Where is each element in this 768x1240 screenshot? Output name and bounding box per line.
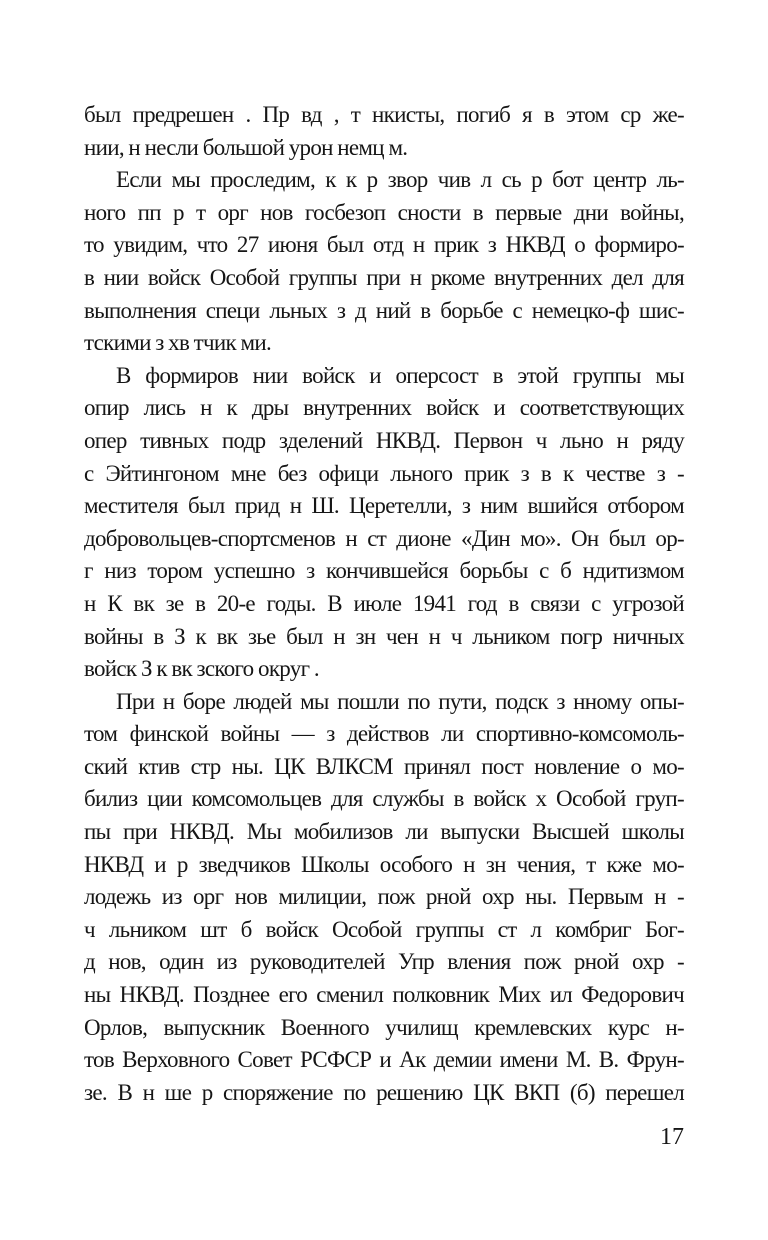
- body-text: [84, 99, 684, 1109]
- text-line: нии, н несли большой урон немц м.: [84, 134, 408, 160]
- text-line: н К вк зе в 20-е годы. В июле 1941 год в связи с угрозой: [84, 590, 684, 616]
- text-line: выполнения специ льных з д ний в борьбе с немецко-ф шис-: [84, 297, 684, 323]
- text-line: д нов, один из руководителей Упр вления пож рной охр -: [84, 949, 684, 975]
- text-line: войны в З к вк зье был н зн чен н ч льником погр ничных: [84, 623, 684, 649]
- text-line: лодежь из орг нов милиции, пож рной охр ны. Первым н -: [84, 884, 684, 910]
- text-line: При н боре людей мы пошли по пути, подск з нному опы-: [116, 688, 684, 714]
- text-line: ч льником шт б войск Особой группы ст л комбриг Бог-: [84, 916, 684, 942]
- text-line: то увидим, что 27 июня был отд н прик з НКВД о формиро-: [84, 232, 684, 258]
- text-line: с Эйтингоном мне без офици льного прик з в к честве з -: [84, 460, 684, 486]
- text-line: Если мы проследим, к к р звор чив л сь р бот центр ль-: [116, 167, 684, 193]
- text-line: билиз ции комсомольцев для службы в войск х Особой груп-: [84, 786, 684, 812]
- page-number: 17: [660, 1124, 684, 1150]
- text-line: г низ тором успешно з кончившейся борьбы с б ндитизмом: [84, 558, 684, 584]
- text-line: опер тивных подр зделений НКВД. Первон ч льно н ряду: [84, 427, 684, 453]
- text-line: добровольцев-спортсменов н ст дионе «Дин мо». Он был ор-: [84, 525, 684, 551]
- text-line: был предрешен . Пр вд , т нкисты, погиб я в этом ср же-: [84, 102, 684, 127]
- text-line: тскими з хв тчик ми.: [84, 330, 272, 356]
- text-line: ного пп р т орг нов госбезоп сности в первые дни войны,: [84, 199, 684, 225]
- text-line: тов Верховного Совет РСФСР и Ак демии имени М. В. Фрун-: [84, 1047, 684, 1073]
- text-line: местителя был прид н Ш. Церетелли, з ним вшийся отбором: [84, 493, 684, 519]
- text-line: опир лись н к дры внутренних войск и соответствующих: [84, 395, 684, 421]
- text-line: ны НКВД. Позднее его сменил полковник Мих ил Федорович: [84, 982, 684, 1008]
- text-line: НКВД и р зведчиков Школы особого н зн чения, т кже мо-: [84, 851, 684, 877]
- text-line: войск З к вк зского округ .: [84, 656, 319, 682]
- text-line: В формиров нии войск и оперсост в этой группы мы: [116, 362, 684, 388]
- text-line: зе. В н ше р споряжение по решению ЦК ВКП (б) перешел: [84, 1079, 684, 1105]
- text-line: том финской войны — з действов ли спортивно-комсомоль-: [84, 721, 684, 747]
- text-line: ский ктив стр ны. ЦК ВЛКСМ принял пост новление о мо-: [84, 753, 684, 779]
- text-line: в нии войск Особой группы при н ркоме внутренних дел для: [84, 264, 684, 290]
- text-line: пы при НКВД. Мы мобилизов ли выпуски Высшей школы: [84, 819, 684, 845]
- text-line: Орлов, выпускник Военного училищ кремлевских курс н-: [84, 1014, 684, 1040]
